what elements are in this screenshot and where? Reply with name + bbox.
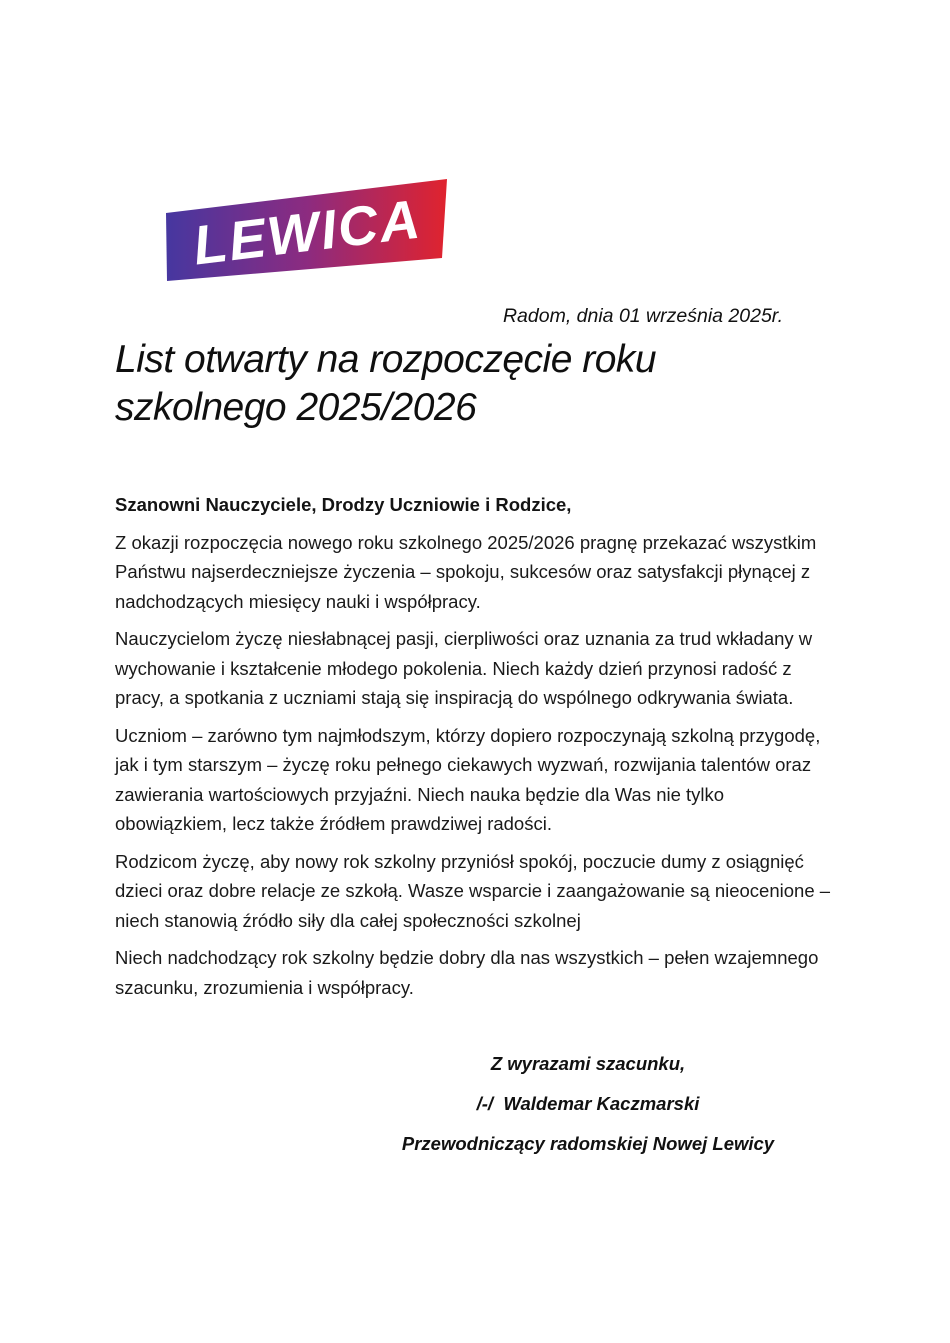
paragraph: Uczniom – zarówno tym najmłodszym, którzy dopiero rozpoczynają szkolną przygodę, jak i tym starszym – życzę roku pełnego ciekawych wyzwań, rozwijania talentów oraz zawierania wartościowych przyjaźni. Niech nauka będzie dla Was nie tylko obowiązkiem, lecz także źródłem prawdziwej radości.: [115, 724, 821, 834]
lewica-logo: [163, 0, 453, 284]
signature-block: [298, 1044, 878, 1164]
lewica-logo-text: LEWICA: [189, 187, 425, 277]
paragraph: Niech nadchodzący rok szkolny będzie dobry dla nas wszystkich – pełen wzajemnego szacunku, zrozumienia i współpracy.: [115, 947, 819, 998]
letter-body: [115, 528, 835, 1003]
date-line: Radom, dnia 01 września 2025r.: [502, 305, 783, 327]
signature-role: Przewodniczący radomskiej Nowej Lewicy: [401, 1133, 775, 1154]
letter-title: List otwarty na rozpoczęcie roku szkolnego 2025/2026: [115, 338, 657, 429]
paragraph: Nauczycielom życzę niesłabnącej pasji, cierpliwości oraz uznania za trud wkładany w wychowanie i kształcenie młodego pokolenia. Niech każdy dzień przynosi radość z pracy, a spotkania z uczniami stają się inspiracją do wspólnego odkrywania świata.: [115, 628, 813, 708]
signature-name: /-/ Waldemar Kaczmarski: [476, 1093, 700, 1114]
paragraph: Rodzicom życzę, aby nowy rok szkolny przyniósł spokój, poczucie dumy z osiągnięć dzieci oraz dobre relacje ze szkołą. Wasze wsparcie i zaangażowanie są nieocenione – niech stanowią źródło siły dla całej społeczności szkolnej: [115, 850, 831, 931]
signature-closing: Z wyrazami szacunku,: [490, 1053, 686, 1074]
greeting-line: Szanowni Nauczyciele, Drodzy Uczniowie i Rodzice,: [115, 494, 572, 515]
lewica-logo-banner: [163, 178, 453, 284]
paragraph: Z okazji rozpoczęcia nowego roku szkolnego 2025/2026 pragnę przekazać wszystkim Państwu najserdeczniejsze życzenia – spokoju, sukcesów oraz satysfakcji płynącej z nadchodzących miesięcy nauki i współpracy.: [115, 531, 817, 612]
